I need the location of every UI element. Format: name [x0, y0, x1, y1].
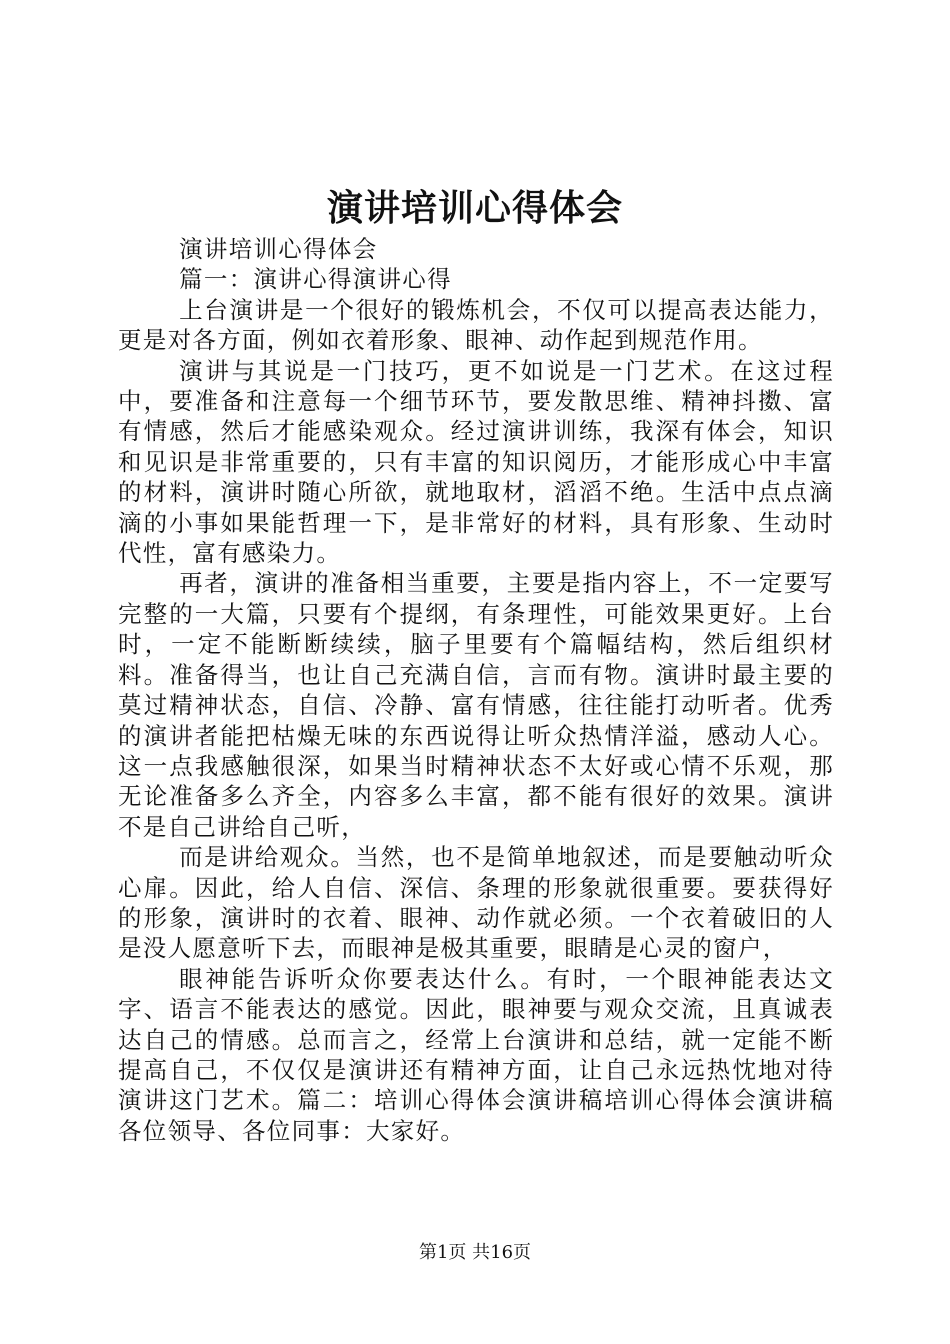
- body-paragraph: 上台演讲是一个很好的锻炼机会，不仅可以提高表达能力，更是对各方面，例如衣着形象、眼神、动作起到规范作用。: [118, 295, 834, 355]
- body-paragraph: 眼神能告诉听众你要表达什么。有时，一个眼神能表达文字、语言不能表达的感觉。因此，眼神要与观众交流，且真诚表达自己的情感。总而言之，经常上台演讲和总结，就一定能不断提高自己，不仅仅是演讲还有精神方面，让自己永远热忱地对待演讲这门艺术。篇二：培训心得体会演讲稿培训心得体会演讲稿各位领导、各位同事：大家好。: [118, 964, 834, 1145]
- document-title: 演讲培训心得体会: [326, 187, 623, 229]
- document-body: [118, 234, 834, 1146]
- body-paragraph-section-title: 篇一：演讲心得演讲心得: [179, 265, 452, 294]
- body-paragraph: 再者，演讲的准备相当重要，主要是指内容上，不一定要写完整的一大篇，只要有个提纲，有条理性，可能效果更好。上台时，一定不能断断续续，脑子里要有个篇幅结构，然后组织材料。准备得当，也让自己充满自信，言而有物。演讲时最主要的莫过精神状态，自信、冷静、富有情感，往往能打动听者。优秀的演讲者能把枯燥无味的东西说得让听众热情洋溢，感动人心。这一点我感触很深，如果当时精神状态不太好或心情不乐观，那无论准备多么齐全，内容多么丰富，都不能有很好的效果。演讲不是自己讲给自己听，: [118, 569, 834, 841]
- body-paragraph: 演讲与其说是一门技巧，更不如说是一门艺术。在这过程中，要准备和注意每一个细节环节，要发散思维、精神抖擞、富有情感，然后才能感染观众。经过演讲训练，我深有体会，知识和见识是非常重要的，只有丰富的知识阅历，才能形成心中丰富的材料，演讲时随心所欲，就地取材，滔滔不绝。生活中点点滴滴的小事如果能哲理一下，是非常好的材料，具有形象、生动时代性，富有感染力。: [118, 356, 834, 568]
- body-paragraph: 而是讲给观众。当然，也不是简单地叙述，而是要触动听众心扉。因此，给人自信、深信、条理的形象就很重要。要获得好的形象，演讲时的衣着、眼神、动作就必须。一个衣着破旧的人是没人愿意听下去，而眼神是极其重要，眼睛是心灵的窗户，: [118, 843, 834, 963]
- page-number-footer: 第1页 共16页: [418, 1242, 532, 1263]
- body-paragraph-heading: 演讲培训心得体会: [179, 235, 378, 263]
